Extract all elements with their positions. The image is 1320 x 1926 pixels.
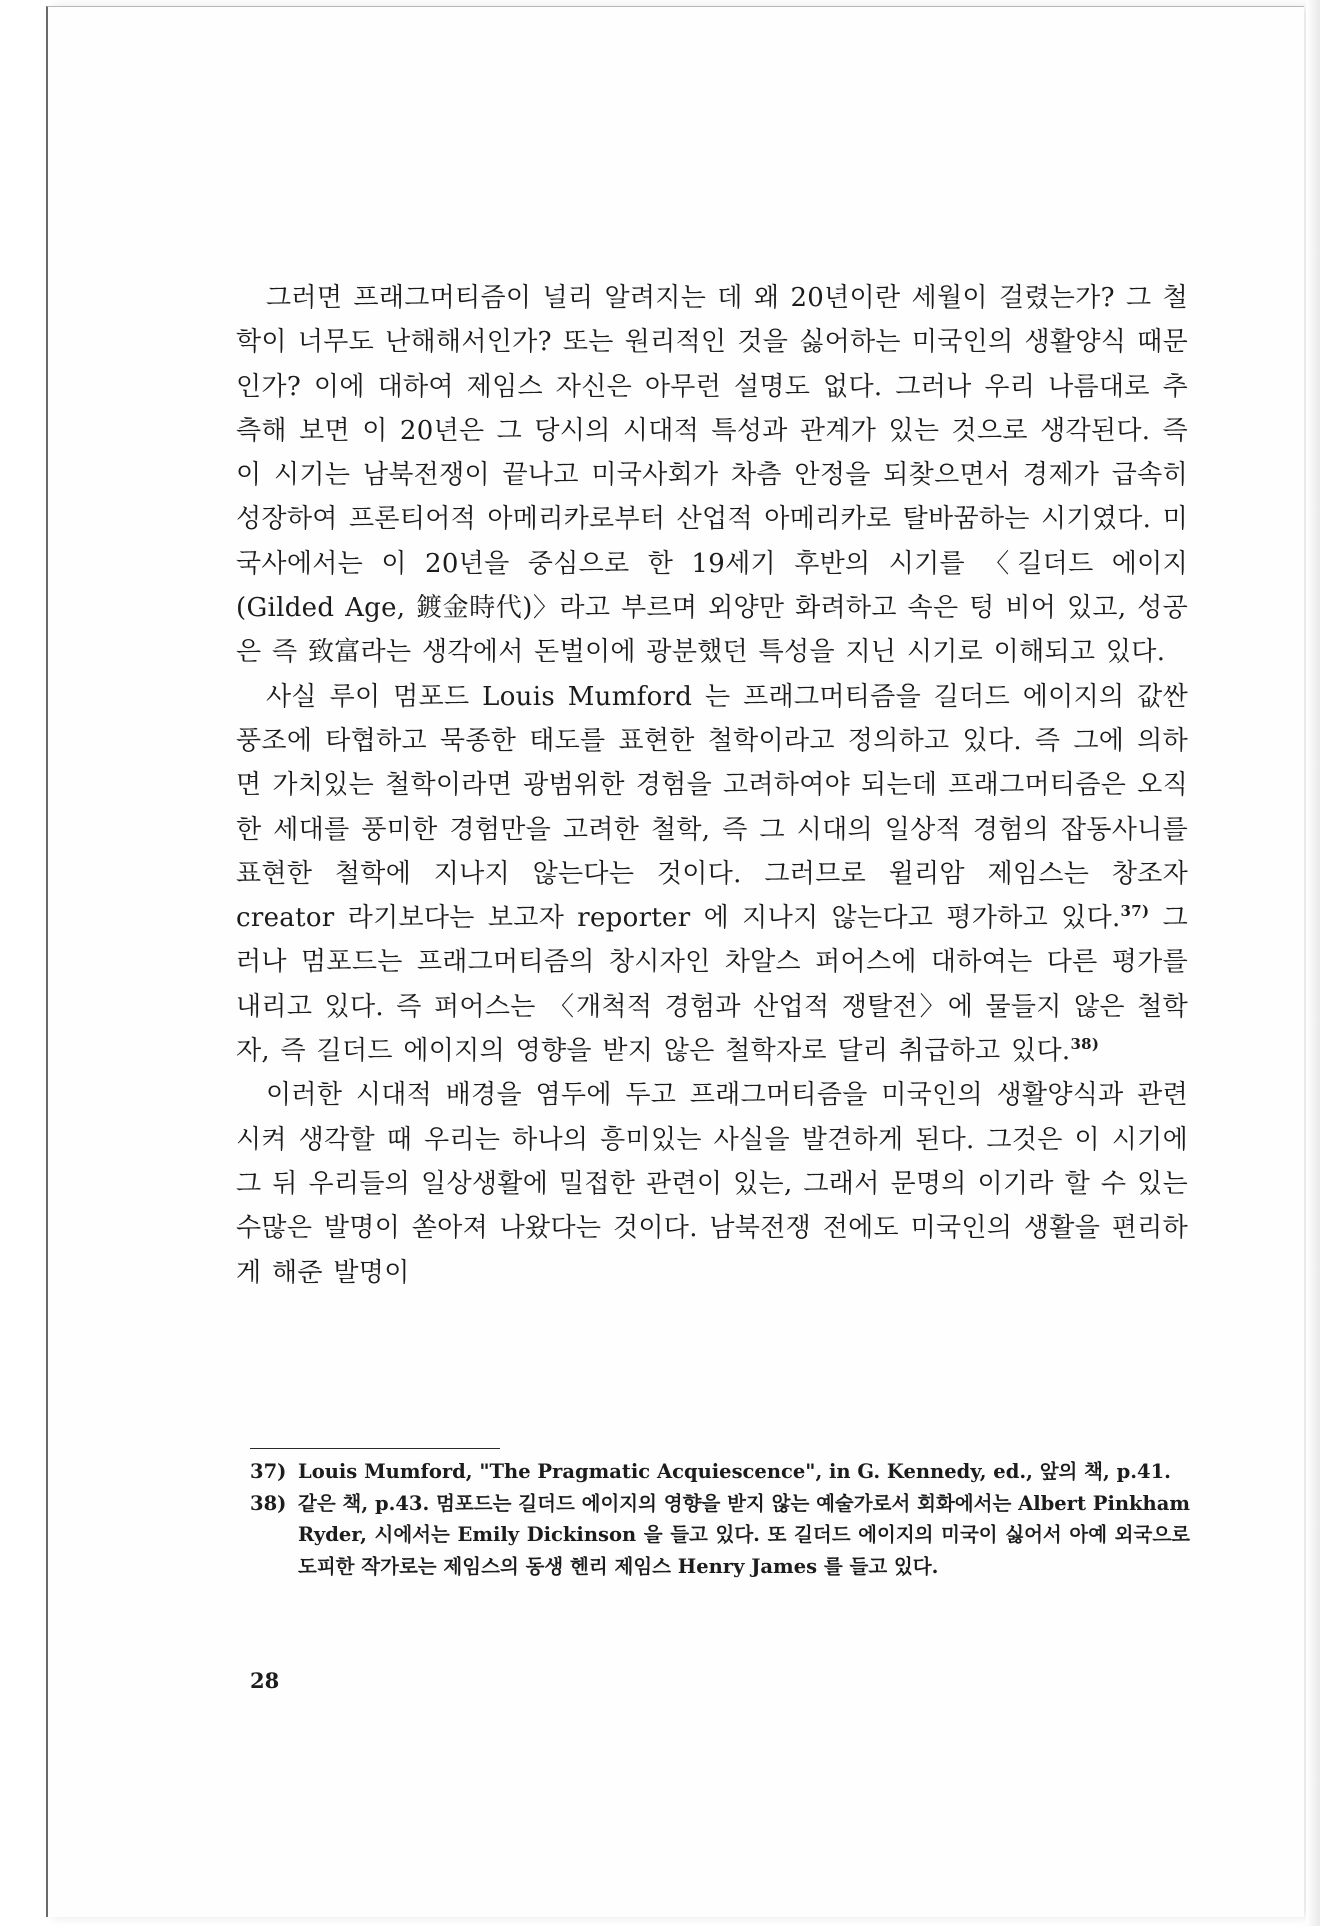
paragraph-1 — [236, 276, 1188, 675]
paragraph-1-text: 그러면 프래그머티즘이 널리 알려지는 데 왜 20년이란 세월이 걸렸는가? 그 철학이 너무도 난해해서인가? 또는 원리적인 것을 싫어하는 미국인의 생활양식 때문인가? 이에 대하여 제임스 자신은 아무런 설명도 없다. 그러나 우리 나름대로 추측해 보면 이 20년은 그 당시의 시대적 특성과 관계가 있는 것으로 생각된다. 즉 이 시기는 남북전쟁이 끝나고 미국사회가 차츰 안정을 되찾으면서 경제가 급속히 성장하여 프론티어적 아메리카로부터 산업적 아메리카로 탈바꿈하는 시기였다. 미국사에서는 이 20년을 중심으로 한 19세기 후반의 시기를 〈길더드 에이지(Gilded Age, 鍍金時代)〉라고 부르며 외양만 화려하고 속은 텅 비어 있고, 성공은 즉 致富라는 생각에서 돈벌이에 광분했던 특성을 지닌 시기로 이해되고 있다. — [236, 283, 1188, 668]
paragraph-3 — [236, 1073, 1188, 1294]
footnote-37 — [250, 1456, 1190, 1488]
paragraph-3-text: 이러한 시대적 배경을 염두에 두고 프래그머티즘을 미국인의 생활양식과 관련시켜 생각할 때 우리는 하나의 흥미있는 사실을 발견하게 된다. 그것은 이 시기에 그 뒤 우리들의 일상생활에 밀접한 관련이 있는, 그래서 문명의 이기라 할 수 있는 수많은 발명이 쏟아져 나왔다는 것이다. 남북전쟁 전에도 미국인의 생활을 편리하게 해준 발명이 — [236, 1080, 1188, 1288]
page-edge-shadow — [1306, 0, 1320, 1926]
footnote-ref-38[interactable]: 38) — [1070, 1035, 1100, 1054]
footnotes — [250, 1456, 1190, 1582]
footnote-divider — [250, 1448, 500, 1449]
footnote-38-text: 같은 책, p.43. 멈포드는 길더드 에이지의 영향을 받지 않는 예술가로서 회화에서는 Albert Pinkham Ryder, 시에서는 Emily Dickinson 을 들고 있다. 또 길더드 에이지의 미국이 싫어서 아예 외국으로 도피한 작가로는 제임스의 동생 헨리 제임스 Henry James 를 들고 있다. — [298, 1491, 1190, 1578]
main-text — [236, 276, 1188, 1295]
footnote-38-number: 38) — [250, 1491, 287, 1515]
paragraph-2 — [236, 675, 1188, 1074]
footnote-37-text: Louis Mumford, "The Pragmatic Acquiescence", in G. Kennedy, ed., 앞의 책, p.41. — [298, 1460, 1171, 1483]
paragraph-2-text: 사실 루이 멈포드 Louis Mumford 는 프래그머티즘을 길더드 에이지의 값싼 풍조에 타협하고 묵종한 태도를 표현한 철학이라고 정의하고 있다. 즉 그에 의하면 가치있는 철학이라면 광범위한 경험을 고려하여야 되는데 프래그머티즘은 오직 한 세대를 풍미한 경험만을 고려한 철학, 즉 그 시대의 일상적 경험의 잡동사니를 표현한 철학에 지나지 않는다는 것이다. 그러므로 윌리암 제임스는 창조자 creator 라기보다는 보고자 reporter 에 지나지 않는다고 평가하고 있다. — [236, 681, 1188, 934]
page-number: 28 — [250, 1668, 280, 1693]
paragraph-2-continuation: 그러나 멈포드는 프래그머티즘의 창시자인 차알스 퍼어스에 대하여는 다른 평가를 내리고 있다. 즉 퍼어스는 〈개척적 경험과 산업적 쟁탈전〉에 물들지 않은 철학자, 즉 길더드 에이지의 영향을 받지 않은 철학자로 달리 취급하고 있다. — [236, 903, 1188, 1067]
footnote-37-number: 37) — [250, 1460, 287, 1483]
footnote-38 — [250, 1488, 1190, 1583]
footnote-ref-37[interactable]: 37) — [1120, 902, 1150, 921]
